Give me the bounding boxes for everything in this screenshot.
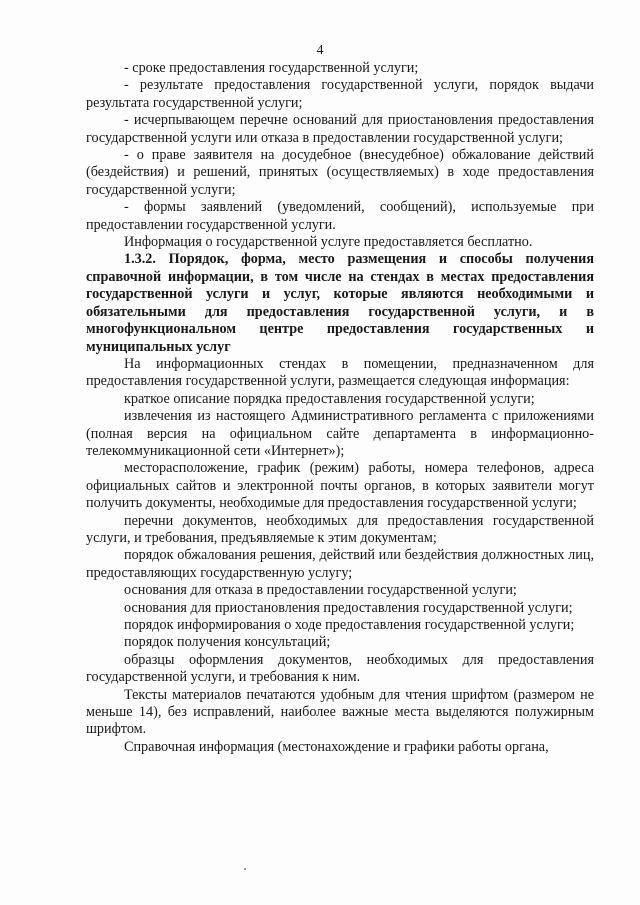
list-item: основания для приостановления предоставления государственной услуги;: [124, 599, 573, 616]
paragraph: Информация о государственной услуге предоставляется бесплатно.: [124, 234, 533, 251]
list-item: образцы оформления документов, необходимых для предоставления государственной услуги, и требования к ним.: [86, 651, 594, 686]
document-body: [86, 60, 594, 756]
list-item: порядок информирования о ходе предоставления государственной услуги;: [124, 617, 575, 633]
section-heading: 1.3.2. Порядок, форма, место размещения и способы получения справочной информации, в том числе на стендах в местах предоставления государственной услуги и услуг, которые являются необходимыми и обязательными для предоставления государственной услуги, и в многофункциональном центре предоставления государственных и муниципальных услуг: [86, 251, 594, 355]
paragraph: - результате предоставления государственной услуги, порядок выдачи результата государственной услуги;: [86, 77, 594, 111]
list-item: основания для отказа в предоставлении государственной услуги;: [124, 582, 517, 599]
scan-speck: [244, 868, 246, 870]
paragraph: Тексты материалов печатаются удобным для чтения шрифтом (размером не меньше 14), без исправлений, наиболее важные места выделяются полужирным шрифтом.: [86, 686, 594, 738]
paragraph: На информационных стендах в помещении, предназначенном для предоставления государственной услуги, размещается следующая информация:: [86, 355, 594, 390]
list-item: порядок получения консультаций;: [124, 634, 331, 651]
paragraph: - о праве заявителя на досудебное (внесудебное) обжалование действий (бездействия) и решений, принятых (осуществляемых) в ходе предоставления государственной услуги;: [86, 147, 594, 198]
page-number: 4: [316, 43, 324, 58]
list-item: перечни документов, необходимых для предоставления государственной услуги, и требования, предъявляемые к этим документам;: [86, 512, 594, 546]
list-item: порядок обжалования решения, действий или бездействия должностных лиц, предоставляющих государственную услугу;: [86, 547, 594, 581]
list-item: извлечения из настоящего Административного регламента с приложениями (полная версия на официальном сайте департамента в информационно-телекоммуникационной сети «Интернет»);: [86, 408, 594, 459]
list-item: краткое описание порядка предоставления государственной услуги;: [124, 390, 535, 407]
paragraph: - исчерпывающем перечне оснований для приостановления предоставления государственной услуги или отказа в предоставлении государственной услуги;: [86, 112, 594, 146]
paragraph: - сроке предоставления государственной услуги;: [124, 60, 419, 76]
paragraph: - формы заявлений (уведомлений, сообщений), используемые при предоставлении государственной услуги.: [86, 199, 594, 233]
paragraph: Справочная информация (местонахождение и графики работы органа,: [124, 738, 549, 755]
list-item: месторасположение, график (режим) работы, номера телефонов, адреса официальных сайтов и электронной почты органов, в которых заявители могут получить документы, необходимые для предоставления государственной услуги;: [86, 460, 594, 512]
